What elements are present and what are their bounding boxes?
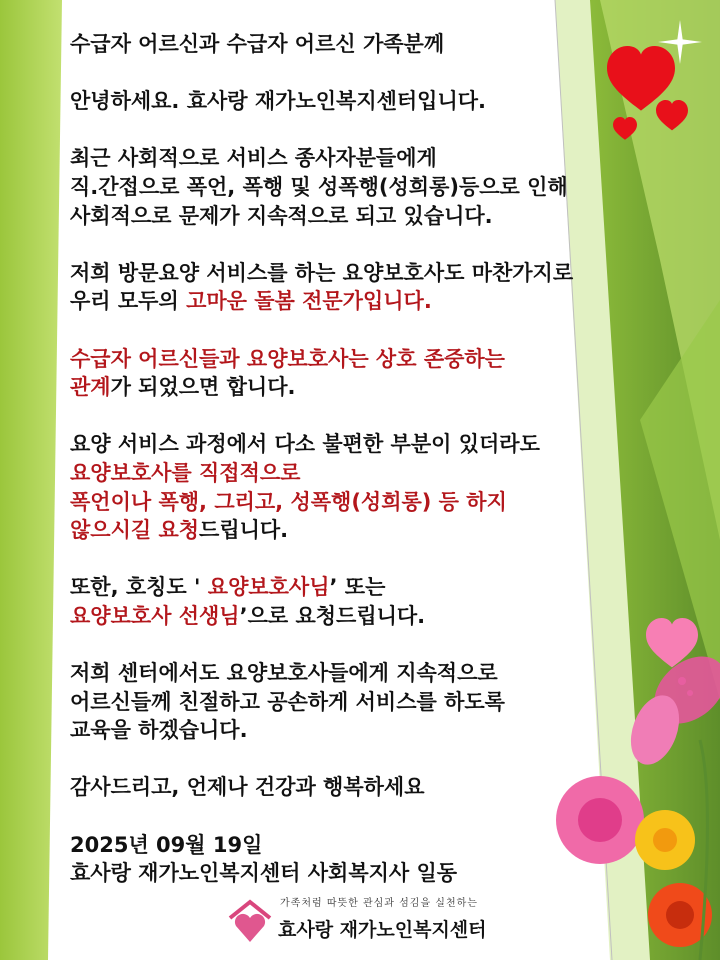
letter-line <box>70 259 670 288</box>
blank-line <box>70 316 670 345</box>
letter-line <box>70 859 670 888</box>
blank-line <box>70 545 670 574</box>
letter-line <box>70 602 670 631</box>
letter-line <box>70 573 670 602</box>
logo-tagline: 가족처럼 따뜻한 관심과 섬김을 실천하는 <box>280 898 478 909</box>
letter-line <box>70 202 670 231</box>
letter-line <box>70 773 670 802</box>
letter-line <box>70 173 670 202</box>
text-segment: ’ 또는 <box>329 575 386 600</box>
letter-line <box>70 459 670 488</box>
house-heart-emblem-icon <box>228 898 272 946</box>
text-segment: 사회적으로 문제가 지속적으로 되고 있습니다. <box>70 203 493 228</box>
letter-line <box>70 144 670 173</box>
blank-line <box>70 802 670 831</box>
text-segment: 감사드리고, 언제나 건강과 행복하세요 <box>70 775 425 800</box>
text-segment: 또한, 호칭도 ' <box>70 575 208 600</box>
blank-line <box>70 402 670 431</box>
letter-line <box>70 516 670 545</box>
highlighted-text: 고마운 돌봄 전문가입니다. <box>186 289 432 314</box>
blank-line <box>70 230 670 259</box>
text-segment: 직.간접으로 폭언, 폭행 및 성폭행(성희롱)등으로 인해 <box>70 174 568 199</box>
letter-line <box>70 87 670 116</box>
text-segment: 2025년 09월 19일 <box>70 832 263 857</box>
blank-line <box>70 630 670 659</box>
text-segment: 효사랑 재가노인복지센터 사회복지사 일동 <box>70 861 458 886</box>
letter-line <box>70 30 670 59</box>
highlighted-text: 요양보호사님 <box>207 575 330 600</box>
text-segment: 저희 센터에서도 요양보호사들에게 지속적으로 <box>70 661 498 686</box>
letter-line <box>70 831 670 860</box>
text-segment: 수급자 어르신과 수급자 어르신 가족분께 <box>70 32 445 56</box>
text-segment: 어르신들께 친절하고 공손하게 서비스를 하도록 <box>70 689 505 714</box>
letter-line <box>70 716 670 745</box>
blank-line <box>70 745 670 774</box>
highlighted-text: 수급자 어르신들과 요양보호사는 상호 존중하는 <box>70 346 505 371</box>
letter-line <box>70 659 670 688</box>
text-segment: 드립니다. <box>199 518 289 543</box>
letter-line <box>70 373 670 402</box>
text-segment: 요양 서비스 과정에서 다소 불편한 부분이 있더라도 <box>70 432 540 457</box>
text-segment: 최근 사회적으로 서비스 종사자분들에게 <box>70 146 437 171</box>
text-segment: 저희 방문요양 서비스를 하는 요양보호사도 마찬가지로 <box>70 260 574 285</box>
highlighted-text: 폭언이나 폭행, 그리고, 성폭행(성희롱) 등 하지 <box>70 489 507 514</box>
text-segment: 우리 모두의 <box>70 289 187 314</box>
highlighted-text: 요양보호사를 직접적으로 <box>70 460 301 485</box>
letter-body <box>70 30 670 888</box>
text-segment: ’으로 요청드립니다. <box>239 603 426 628</box>
letter-line <box>70 688 670 717</box>
letter-line <box>70 345 670 374</box>
text-segment: 가 되었으면 합니다. <box>110 375 296 400</box>
text-segment: 교육을 하겠습니다. <box>70 718 248 743</box>
blank-line <box>70 116 670 145</box>
blank-line <box>70 59 670 88</box>
center-logo <box>228 898 528 950</box>
letter-line <box>70 430 670 459</box>
highlighted-text: 관계 <box>70 375 111 400</box>
text-segment: 안녕하세요. 효사랑 재가노인복지센터입니다. <box>70 89 487 114</box>
letter-line <box>70 287 670 316</box>
logo-name: 효사랑 재가노인복지센터 <box>278 919 487 941</box>
letter-line <box>70 488 670 517</box>
highlighted-text: 않으시길 요청 <box>70 518 200 543</box>
highlighted-text: 요양보호사 선생님 <box>70 603 240 628</box>
